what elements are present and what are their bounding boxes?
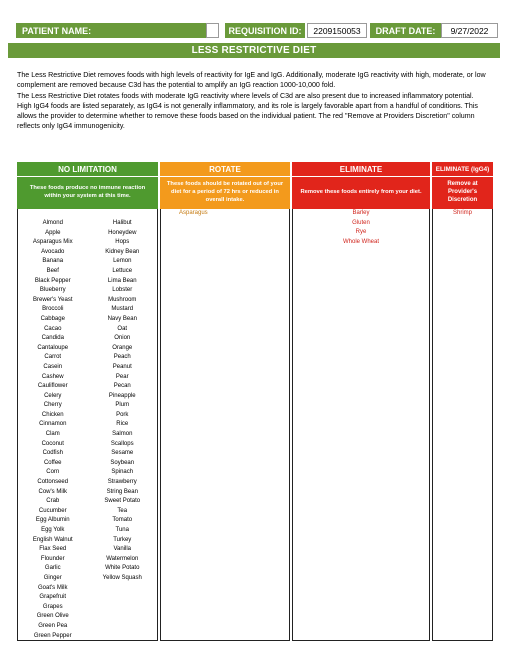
food-item: White Potato [105, 565, 140, 572]
patient-name-value [206, 23, 219, 38]
food-item: Chicken [41, 411, 64, 418]
food-item: Black Pepper [34, 277, 71, 284]
food-item: Asparagus Mix [32, 239, 73, 246]
food-item: Egg Albumin [35, 517, 70, 524]
food-item: Halibut [112, 220, 132, 226]
food-item: Cacao [44, 325, 62, 332]
no-limitation-list-left [19, 219, 87, 640]
food-item: Flax Seed [39, 546, 67, 553]
food-item: Plum [115, 402, 130, 409]
food-item: Mustard [111, 306, 134, 313]
food-item: Sesame [111, 450, 134, 457]
food-item: Lobster [112, 287, 133, 294]
food-item: Whole Wheat [342, 238, 379, 245]
food-item: Tea [117, 507, 128, 514]
food-item: Grapes [42, 603, 63, 610]
food-item: Honeydew [108, 229, 137, 236]
food-item: Flounder [40, 555, 65, 562]
food-item: Celery [44, 392, 62, 399]
food-item: Shrimp [452, 210, 472, 216]
food-item: Scallops [110, 440, 134, 447]
food-item: Watermelon [106, 555, 139, 562]
eliminate-header: ELIMINATE [292, 162, 430, 176]
food-item: Clam [45, 431, 60, 438]
page-title: LESS RESTRICTIVE DIET [8, 43, 500, 58]
food-item: Navy Bean [107, 315, 137, 322]
food-item: Green Pea [38, 622, 68, 629]
food-item: Mushroom [108, 296, 137, 303]
food-item: Apple [45, 229, 61, 236]
rotate-subtitle: These foods should be rotated out of your diet for a period of 72 hrs or reduced in overall intake. [160, 176, 290, 209]
food-item: Crab [46, 498, 60, 505]
food-item: Coconut [41, 440, 64, 447]
food-item: Lemon [113, 258, 132, 265]
food-item: Cottonseed [37, 479, 69, 486]
food-item: String Bean [106, 488, 138, 495]
food-item: Peanut [112, 363, 132, 370]
food-item: Garlic [44, 565, 61, 572]
food-item: Sweet Potato [104, 498, 141, 505]
food-item: Pineapple [108, 392, 136, 399]
food-item: Cantaloupe [37, 344, 69, 351]
food-item: Broccoli [42, 306, 64, 313]
rotate-list [161, 209, 289, 219]
food-item: Vanilla [113, 546, 132, 553]
food-item: Lettuce [112, 267, 133, 274]
food-item: Cabbage [40, 315, 65, 322]
food-item: Cow's Milk [38, 488, 67, 495]
food-item: Rye [355, 229, 367, 236]
food-item: Tuna [115, 527, 129, 533]
rotate-header: ROTATE [160, 162, 290, 176]
draft-date-label: DRAFT DATE: [370, 23, 441, 38]
food-item: Banana [42, 258, 64, 265]
food-item: Egg Yolk [41, 527, 65, 533]
eliminate-igg4-subtitle: Remove at Provider's Discretion [432, 176, 493, 209]
intro-paragraph-2: The Less Restrictive Diet rotates foods with moderate IgG reactivity where levels of C3d are also present due to increased inflammatory potential. [17, 91, 474, 100]
food-item: Turkey [113, 536, 132, 543]
food-item: Hops [115, 239, 130, 246]
food-item: Lima Bean [107, 277, 137, 284]
food-item: Candida [41, 335, 64, 342]
eliminate-igg4-body [432, 209, 493, 641]
food-item: Coffee [43, 459, 62, 466]
requisition-id-label: REQUISITION ID: [225, 23, 305, 38]
patient-name-label: PATIENT NAME: [16, 23, 206, 38]
food-item: Asparagus [179, 210, 208, 216]
food-item: Pork [116, 411, 129, 418]
eliminate-igg4-list [433, 209, 492, 219]
eliminate-column [292, 162, 430, 641]
food-item: Kidney Bean [105, 248, 140, 255]
eliminate-igg4-column [432, 162, 493, 641]
rotate-column [160, 162, 290, 641]
draft-date-value: 9/27/2022 [441, 23, 498, 38]
food-item: Brewer's Yeast [32, 296, 73, 303]
intro-paragraph-1: The Less Restrictive Diet removes foods with high levels of reactivity for IgE and IgG. Additionally, moderate IgG reactivity with high, moderate, or low complement are removed because C3d has the potential to amplify an IgG reaction 1000-10,000 fold. [17, 71, 486, 90]
food-item: Corn [46, 469, 60, 476]
intro-text [17, 70, 495, 132]
food-item: Cashew [41, 373, 64, 380]
rotate-body [160, 209, 290, 641]
food-item: Ginger [43, 574, 62, 581]
food-item: Cherry [43, 402, 62, 409]
food-item: Peach [113, 354, 131, 361]
food-item: Blueberry [39, 287, 66, 294]
food-item: Avocado [41, 248, 65, 255]
eliminate-igg4-header: ELIMINATE (IgG4) [432, 162, 493, 176]
food-item: Goat's Milk [38, 584, 68, 591]
food-item: Barley [352, 210, 370, 216]
food-item: Spinach [111, 469, 134, 476]
food-item: Orange [112, 344, 133, 351]
eliminate-body [292, 209, 430, 641]
food-item: Gluten [352, 219, 370, 226]
food-item: Beef [46, 267, 59, 274]
no-limitation-header: NO LIMITATION [17, 162, 158, 176]
food-item: Carrot [44, 354, 62, 361]
food-item: Cauliflower [37, 383, 68, 390]
food-item: Yellow Squash [102, 574, 142, 581]
food-item: Oat [117, 325, 128, 332]
food-item: Cinnamon [39, 421, 67, 428]
no-limitation-body [17, 209, 158, 641]
food-item: Tomato [112, 517, 133, 524]
food-item: Rice [116, 421, 129, 428]
no-limitation-list-right [88, 219, 156, 640]
food-item: Codfish [42, 450, 63, 457]
food-item: Onion [114, 335, 131, 342]
food-item: Almond [42, 220, 63, 226]
food-item: Salmon [112, 431, 133, 438]
eliminate-subtitle: Remove these foods entirely from your diet. [292, 176, 430, 209]
no-limitation-subtitle: These foods produce no immune reaction within your system at this time. [17, 176, 158, 209]
food-item: Strawberry [107, 479, 137, 486]
food-item: Cucumber [38, 507, 67, 514]
food-item: English Walnut [32, 536, 73, 543]
food-item: Pecan [113, 383, 131, 390]
food-item: Grapefruit [39, 594, 67, 601]
intro-paragraph-3: High IgG4 foods are listed separately, as IgG4 is not generally inflammatory, and its role is largely favorable apart from a handful of conditions. This allows the provider to determine whether to remove these foods based on the individual patient. The red "Remove at Providers Discretion" column reflects only IgG4 immunogenicity. [17, 101, 478, 131]
food-item: Pear [115, 373, 129, 380]
food-item: Soybean [110, 459, 135, 466]
food-item: Green Olive [36, 613, 69, 620]
eliminate-list [293, 209, 429, 247]
food-item: Casein [43, 363, 63, 370]
requisition-id-value: 2209150053 [307, 23, 367, 38]
no-limitation-column [17, 162, 158, 641]
food-item: Green Pepper [33, 632, 72, 639]
